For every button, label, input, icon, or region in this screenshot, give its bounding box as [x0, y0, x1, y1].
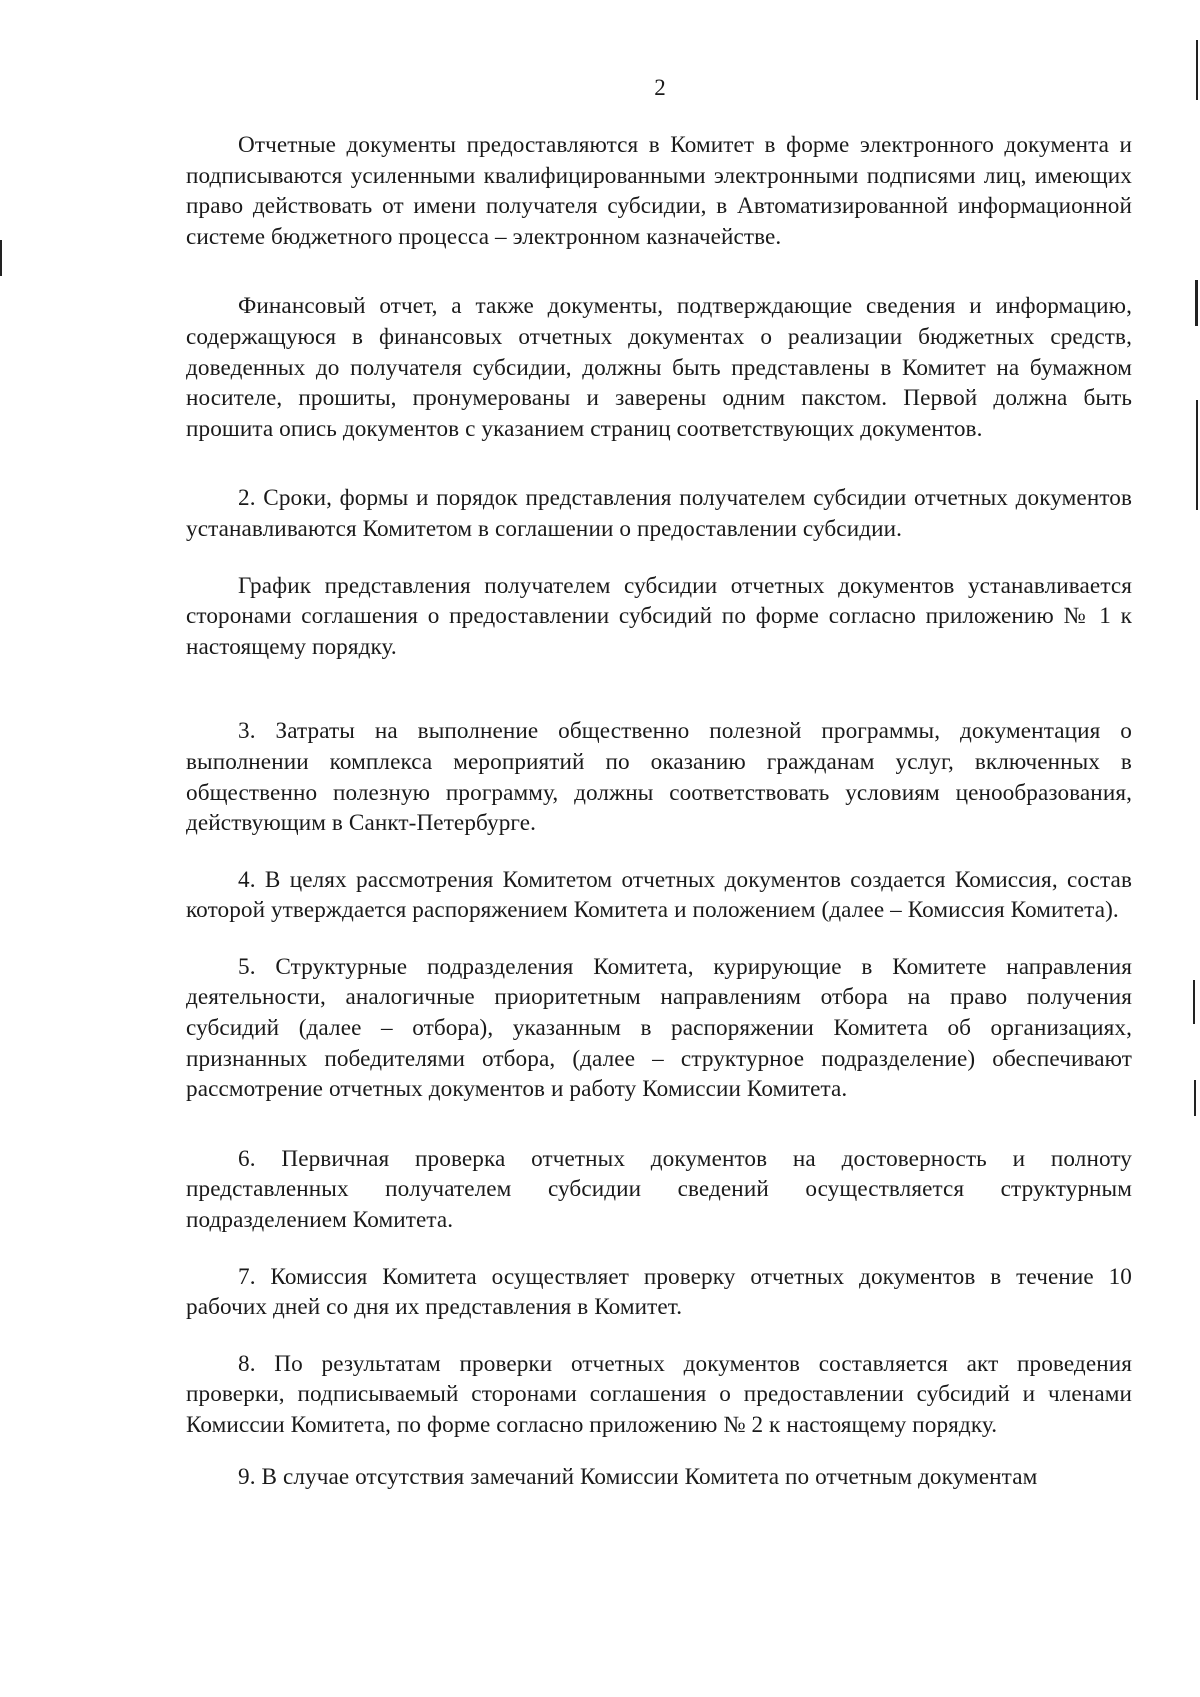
scan-edge-mark — [1194, 1080, 1196, 1116]
scan-edge-mark — [1196, 40, 1198, 100]
scan-edge-mark — [0, 240, 2, 276]
paragraph-item-5-structural-units: 5. Структурные подразделения Комитета, курирующие в Комитете направления деятельности, аналогичные приоритетным направлениям отбора на право получения субсидий (далее – отбора), указанным в распоряжении Комитета об организациях, признанных победителями отбора, (далее – структурное подразделение) обеспечивают рассмотрение отчетных документов и работу Комиссии Комитета. — [186, 953, 1132, 1103]
scan-edge-mark — [1196, 400, 1198, 510]
paragraph-item-3-costs: 3. Затраты на выполнение общественно полезной программы, документация о выполнении комплекса мероприятий по оказанию гражданам услуг, включенных в общественно полезную программу, должны соответствовать условиям ценообразования, действующим в Санкт-Петербурге. — [186, 718, 1132, 837]
paragraph-item-8-act: 8. По результатам проверки отчетных документов составляется акт проведения проверки, подписываемый сторонами соглашения о предоставлении субсидий и членами Комиссии Комитета, по форме согласно приложению № 2 к настоящему порядку. — [186, 1350, 1132, 1438]
scan-edge-mark — [1193, 980, 1195, 1024]
paragraph-item-7-review: 7. Комиссия Комитета осуществляет проверку отчетных документов в течение 10 рабочих дней со дня их представления в Комитет. — [186, 1263, 1132, 1321]
paragraph-electronic-reports: Отчетные документы предоставляются в Комитет в форме электронного документа и подписываются усиленными квалифицированными электронными подписями лиц, имеющих право действовать от имени получателя субсидии, в Автоматизированной информационной системе бюджетного процесса – электронном казначействе. — [186, 132, 1132, 250]
paragraph-item-6-primary-check: 6. Первичная проверка отчетных документов на достоверность и полноту представленных получателем субсидии сведений осуществляется структурным подразделением Комитета. — [186, 1145, 1132, 1234]
document-body — [186, 130, 1132, 1492]
paragraph-item-2-deadlines: 2. Сроки, формы и порядок представления получателем субсидии отчетных документов устанавливаются Комитетом в соглашении о предоставлении субсидии. — [186, 485, 1132, 542]
paragraph-schedule: График представления получателем субсидии отчетных документов устанавливается сторонами соглашения о предоставлении субсидий по форме согласно приложению № 1 к настоящему порядку. — [186, 572, 1132, 660]
paragraph-financial-report: Финансовый отчет, а также документы, подтверждающие сведения и информацию, содержащуюся в финансовых отчетных документах о реализации бюджетных средств, доведенных до получателя субсидии, должны быть представлены в Комитет на бумажном носителе, прошиты, пронумерованы и заверены одним пакстом. Первой должна быть прошита опись документов с указанием страниц соответствующих документов. — [186, 293, 1132, 442]
page-number: 2 — [654, 75, 666, 100]
paragraph-item-4-commission: 4. В целях рассмотрения Комитетом отчетных документов создается Комиссия, состав которой утверждается распоряжением Комитета и положением (далее – Комиссия Комитета). — [186, 866, 1132, 924]
scan-edge-mark — [1195, 280, 1198, 326]
paragraph-item-9-no-remarks: 9. В случае отсутствия замечаний Комиссии Комитета по отчетным документам — [238, 1463, 1038, 1490]
